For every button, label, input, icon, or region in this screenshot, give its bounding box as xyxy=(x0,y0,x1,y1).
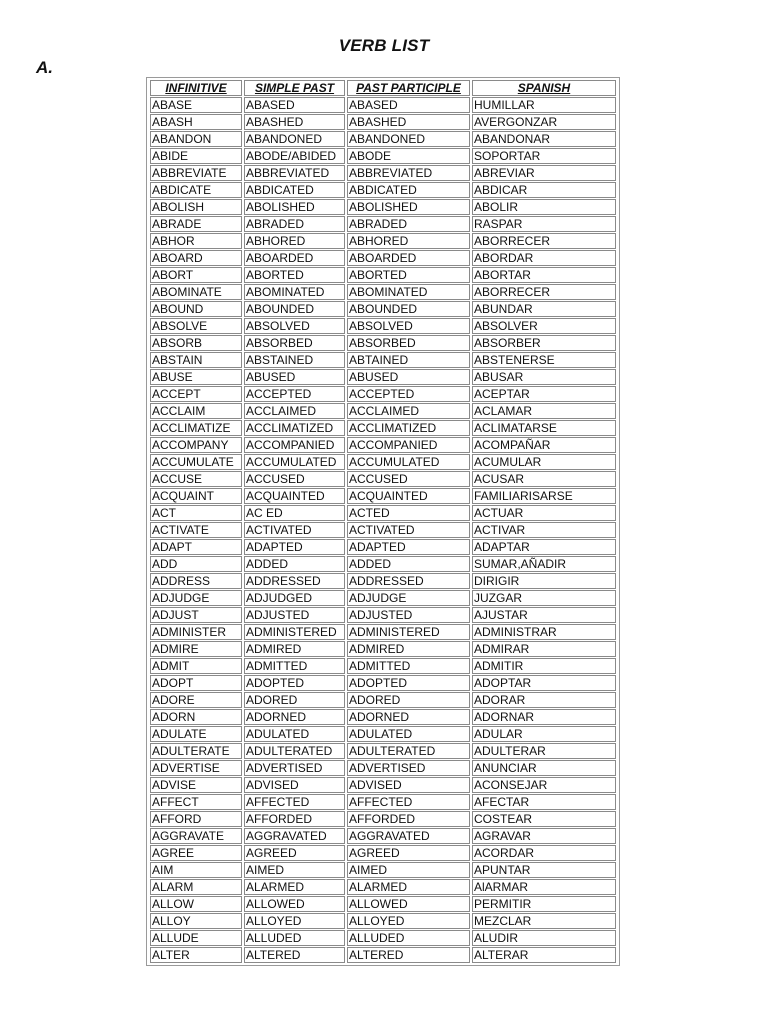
cell-infinitive: ADMINISTER xyxy=(150,624,242,640)
cell-simple-past: ABOUNDED xyxy=(244,301,345,317)
cell-infinitive: ABORT xyxy=(150,267,242,283)
cell-spanish: ACLAMAR xyxy=(472,403,616,419)
cell-past-participle: ADORNED xyxy=(347,709,470,725)
cell-spanish: ACUSAR xyxy=(472,471,616,487)
cell-past-participle: ADMITTED xyxy=(347,658,470,674)
cell-infinitive: ADOPT xyxy=(150,675,242,691)
cell-past-participle: ABSORBED xyxy=(347,335,470,351)
cell-infinitive: ADDRESS xyxy=(150,573,242,589)
cell-spanish: ACLIMATARSE xyxy=(472,420,616,436)
cell-past-participle: ADULATED xyxy=(347,726,470,742)
table-row xyxy=(150,777,616,793)
cell-infinitive: ALLOY xyxy=(150,913,242,929)
cell-simple-past: ADDED xyxy=(244,556,345,572)
cell-simple-past: ACCOMPANIED xyxy=(244,437,345,453)
cell-infinitive: ADAPT xyxy=(150,539,242,555)
cell-infinitive: ALTER xyxy=(150,947,242,963)
cell-spanish: ADMINISTRAR xyxy=(472,624,616,640)
cell-spanish: ABREVIAR xyxy=(472,165,616,181)
cell-past-participle: ADVISED xyxy=(347,777,470,793)
cell-infinitive: ABUSE xyxy=(150,369,242,385)
cell-past-participle: ACCOMPANIED xyxy=(347,437,470,453)
cell-spanish: ABSORBER xyxy=(472,335,616,351)
table-row xyxy=(150,522,616,538)
cell-infinitive: ABOUND xyxy=(150,301,242,317)
cell-simple-past: ACQUAINTED xyxy=(244,488,345,504)
cell-spanish: ABORDAR xyxy=(472,250,616,266)
cell-simple-past: ACCUMULATED xyxy=(244,454,345,470)
table-row xyxy=(150,403,616,419)
table-row xyxy=(150,505,616,521)
cell-spanish: ABORTAR xyxy=(472,267,616,283)
cell-past-participle: ADJUDGE xyxy=(347,590,470,606)
table-row xyxy=(150,471,616,487)
cell-infinitive: ACCUMULATE xyxy=(150,454,242,470)
cell-simple-past: ALTERED xyxy=(244,947,345,963)
table-body xyxy=(150,97,616,963)
cell-spanish: DIRIGIR xyxy=(472,573,616,589)
cell-spanish: ACORDAR xyxy=(472,845,616,861)
cell-simple-past: ABOMINATED xyxy=(244,284,345,300)
cell-spanish: ABSTENERSE xyxy=(472,352,616,368)
cell-simple-past: ACCUSED xyxy=(244,471,345,487)
cell-past-participle: ACTIVATED xyxy=(347,522,470,538)
header-spanish: SPANISH xyxy=(472,80,616,96)
cell-simple-past: ADJUDGED xyxy=(244,590,345,606)
cell-past-participle: ABSOLVED xyxy=(347,318,470,334)
cell-spanish: SUMAR,AÑADIR xyxy=(472,556,616,572)
cell-spanish: ADORAR xyxy=(472,692,616,708)
cell-past-participle: ALARMED xyxy=(347,879,470,895)
cell-simple-past: ABOLISHED xyxy=(244,199,345,215)
cell-spanish: ACEPTAR xyxy=(472,386,616,402)
table-row xyxy=(150,369,616,385)
cell-infinitive: ABSORB xyxy=(150,335,242,351)
cell-infinitive: ADJUDGE xyxy=(150,590,242,606)
section-letter: A. xyxy=(36,58,53,77)
table-row xyxy=(150,930,616,946)
cell-past-participle: ABRADED xyxy=(347,216,470,232)
cell-past-participle: ABODE xyxy=(347,148,470,164)
cell-infinitive: ABRADE xyxy=(150,216,242,232)
table-row xyxy=(150,743,616,759)
table-row xyxy=(150,862,616,878)
cell-past-participle: ABORTED xyxy=(347,267,470,283)
cell-past-participle: ABASED xyxy=(347,97,470,113)
cell-past-participle: ABOLISHED xyxy=(347,199,470,215)
cell-past-participle: ADMINISTERED xyxy=(347,624,470,640)
cell-simple-past: ADVISED xyxy=(244,777,345,793)
cell-past-participle: ALLOYED xyxy=(347,913,470,929)
cell-simple-past: AIMED xyxy=(244,862,345,878)
cell-infinitive: ABASH xyxy=(150,114,242,130)
cell-infinitive: ACCEPT xyxy=(150,386,242,402)
cell-spanish: ADMITIR xyxy=(472,658,616,674)
cell-infinitive: ABIDE xyxy=(150,148,242,164)
cell-past-participle: ACCEPTED xyxy=(347,386,470,402)
cell-spanish: ACOMPAÑAR xyxy=(472,437,616,453)
cell-infinitive: ADORN xyxy=(150,709,242,725)
cell-past-participle: ABOARDED xyxy=(347,250,470,266)
table-row xyxy=(150,573,616,589)
cell-simple-past: ADULATED xyxy=(244,726,345,742)
cell-spanish: SOPORTAR xyxy=(472,148,616,164)
table-row xyxy=(150,148,616,164)
cell-spanish: FAMILIARISARSE xyxy=(472,488,616,504)
cell-simple-past: ABSTAINED xyxy=(244,352,345,368)
cell-spanish: RASPAR xyxy=(472,216,616,232)
cell-past-participle: ABBREVIATED xyxy=(347,165,470,181)
cell-spanish: AlARMAR xyxy=(472,879,616,895)
table-row xyxy=(150,675,616,691)
cell-infinitive: ACT xyxy=(150,505,242,521)
cell-spanish: ABSOLVER xyxy=(472,318,616,334)
cell-simple-past: ABDICATED xyxy=(244,182,345,198)
cell-simple-past: ADOPTED xyxy=(244,675,345,691)
cell-infinitive: ABDICATE xyxy=(150,182,242,198)
cell-simple-past: ALLUDED xyxy=(244,930,345,946)
cell-infinitive: ADORE xyxy=(150,692,242,708)
cell-spanish: ABDICAR xyxy=(472,182,616,198)
cell-past-participle: ABASHED xyxy=(347,114,470,130)
table-header-row xyxy=(150,80,616,96)
cell-spanish: ADORNAR xyxy=(472,709,616,725)
cell-spanish: ADOPTAR xyxy=(472,675,616,691)
cell-spanish: PERMITIR xyxy=(472,896,616,912)
table-row xyxy=(150,165,616,181)
cell-spanish: ACTUAR xyxy=(472,505,616,521)
cell-infinitive: ALLOW xyxy=(150,896,242,912)
cell-spanish: MEZCLAR xyxy=(472,913,616,929)
cell-simple-past: ADORED xyxy=(244,692,345,708)
table-row xyxy=(150,199,616,215)
cell-simple-past: AC ED xyxy=(244,505,345,521)
cell-infinitive: ABOMINATE xyxy=(150,284,242,300)
table-row xyxy=(150,420,616,436)
table-row xyxy=(150,131,616,147)
cell-spanish: ADMIRAR xyxy=(472,641,616,657)
cell-infinitive: ADMIT xyxy=(150,658,242,674)
table-row xyxy=(150,114,616,130)
header-simple-past: SIMPLE PAST xyxy=(244,80,345,96)
cell-past-participle: ADOPTED xyxy=(347,675,470,691)
cell-infinitive: ADULTERATE xyxy=(150,743,242,759)
cell-infinitive: ADD xyxy=(150,556,242,572)
cell-spanish: ACONSEJAR xyxy=(472,777,616,793)
cell-infinitive: ABHOR xyxy=(150,233,242,249)
cell-infinitive: ABBREVIATE xyxy=(150,165,242,181)
table-row xyxy=(150,828,616,844)
table-row xyxy=(150,284,616,300)
cell-spanish: APUNTAR xyxy=(472,862,616,878)
cell-simple-past: ABANDONED xyxy=(244,131,345,147)
cell-simple-past: AGGRAVATED xyxy=(244,828,345,844)
cell-infinitive: ALLUDE xyxy=(150,930,242,946)
cell-spanish: AFECTAR xyxy=(472,794,616,810)
cell-simple-past: ADAPTED xyxy=(244,539,345,555)
cell-simple-past: ADDRESSED xyxy=(244,573,345,589)
cell-past-participle: ACCLAIMED xyxy=(347,403,470,419)
cell-past-participle: ABTAINED xyxy=(347,352,470,368)
cell-past-participle: ADJUSTED xyxy=(347,607,470,623)
cell-past-participle: ALTERED xyxy=(347,947,470,963)
table-row xyxy=(150,216,616,232)
table-row xyxy=(150,709,616,725)
cell-past-participle: ADDED xyxy=(347,556,470,572)
cell-infinitive: ACCOMPANY xyxy=(150,437,242,453)
cell-spanish: COSTEAR xyxy=(472,811,616,827)
cell-spanish: ACUMULAR xyxy=(472,454,616,470)
cell-past-participle: ALLUDED xyxy=(347,930,470,946)
cell-past-participle: ACCLIMATIZED xyxy=(347,420,470,436)
cell-past-participle: ABOUNDED xyxy=(347,301,470,317)
cell-infinitive: ABANDON xyxy=(150,131,242,147)
table-row xyxy=(150,539,616,555)
cell-infinitive: ACCLAIM xyxy=(150,403,242,419)
header-past-participle: PAST PARTICIPLE xyxy=(347,80,470,96)
cell-infinitive: AFFORD xyxy=(150,811,242,827)
cell-past-participle: ADAPTED xyxy=(347,539,470,555)
cell-simple-past: ALARMED xyxy=(244,879,345,895)
cell-simple-past: ABHORED xyxy=(244,233,345,249)
cell-simple-past: ACCEPTED xyxy=(244,386,345,402)
cell-spanish: ABOLIR xyxy=(472,199,616,215)
cell-spanish: ABORRECER xyxy=(472,233,616,249)
cell-simple-past: ACTIVATED xyxy=(244,522,345,538)
cell-infinitive: ACTIVATE xyxy=(150,522,242,538)
cell-past-participle: AFFECTED xyxy=(347,794,470,810)
cell-spanish: ABANDONAR xyxy=(472,131,616,147)
cell-past-participle: ABDICATED xyxy=(347,182,470,198)
cell-infinitive: ABSOLVE xyxy=(150,318,242,334)
cell-past-participle: AFFORDED xyxy=(347,811,470,827)
cell-simple-past: ABUSED xyxy=(244,369,345,385)
cell-simple-past: ADJUSTED xyxy=(244,607,345,623)
table-row xyxy=(150,607,616,623)
cell-spanish: ALTERAR xyxy=(472,947,616,963)
table-row xyxy=(150,301,616,317)
table-row xyxy=(150,658,616,674)
table-row xyxy=(150,318,616,334)
cell-infinitive: ADVISE xyxy=(150,777,242,793)
cell-spanish: HUMILLAR xyxy=(472,97,616,113)
cell-past-participle: AGREED xyxy=(347,845,470,861)
cell-past-participle: ADVERTISED xyxy=(347,760,470,776)
table-row xyxy=(150,760,616,776)
header-infinitive: INFINITIVE xyxy=(150,80,242,96)
cell-simple-past: ABOARDED xyxy=(244,250,345,266)
cell-simple-past: AFFORDED xyxy=(244,811,345,827)
cell-simple-past: ABSOLVED xyxy=(244,318,345,334)
verb-table-container xyxy=(146,77,620,966)
table-row xyxy=(150,726,616,742)
cell-simple-past: ALLOWED xyxy=(244,896,345,912)
cell-simple-past: ABBREVIATED xyxy=(244,165,345,181)
cell-simple-past: ADMINISTERED xyxy=(244,624,345,640)
cell-past-participle: ACCUSED xyxy=(347,471,470,487)
table-row xyxy=(150,811,616,827)
table-row xyxy=(150,182,616,198)
table-row xyxy=(150,879,616,895)
cell-simple-past: AGREED xyxy=(244,845,345,861)
cell-infinitive: AGGRAVATE xyxy=(150,828,242,844)
cell-simple-past: ABORTED xyxy=(244,267,345,283)
cell-spanish: AJUSTAR xyxy=(472,607,616,623)
table-row xyxy=(150,624,616,640)
cell-infinitive: ADULATE xyxy=(150,726,242,742)
table-row xyxy=(150,250,616,266)
cell-simple-past: ADORNED xyxy=(244,709,345,725)
cell-spanish: ABUNDAR xyxy=(472,301,616,317)
cell-simple-past: ADULTERATED xyxy=(244,743,345,759)
cell-past-participle: ABANDONED xyxy=(347,131,470,147)
cell-spanish: ANUNCIAR xyxy=(472,760,616,776)
cell-past-participle: ACTED xyxy=(347,505,470,521)
cell-simple-past: ABSORBED xyxy=(244,335,345,351)
table-row xyxy=(150,335,616,351)
table-row xyxy=(150,641,616,657)
cell-spanish: ABUSAR xyxy=(472,369,616,385)
cell-past-participle: ACQUAINTED xyxy=(347,488,470,504)
cell-simple-past: ALLOYED xyxy=(244,913,345,929)
table-row xyxy=(150,556,616,572)
cell-spanish: ADAPTAR xyxy=(472,539,616,555)
table-row xyxy=(150,794,616,810)
cell-simple-past: ABASHED xyxy=(244,114,345,130)
cell-past-participle: ABUSED xyxy=(347,369,470,385)
cell-past-participle: ADMIRED xyxy=(347,641,470,657)
cell-simple-past: ABRADED xyxy=(244,216,345,232)
table-row xyxy=(150,845,616,861)
verb-table xyxy=(148,79,618,964)
cell-spanish: JUZGAR xyxy=(472,590,616,606)
cell-simple-past: ADMIRED xyxy=(244,641,345,657)
table-row xyxy=(150,913,616,929)
cell-infinitive: ACCLIMATIZE xyxy=(150,420,242,436)
cell-infinitive: ADVERTISE xyxy=(150,760,242,776)
cell-infinitive: AGREE xyxy=(150,845,242,861)
cell-simple-past: ABODE/ABIDED xyxy=(244,148,345,164)
cell-spanish: ACTIVAR xyxy=(472,522,616,538)
table-row xyxy=(150,267,616,283)
cell-past-participle: AIMED xyxy=(347,862,470,878)
cell-infinitive: ACCUSE xyxy=(150,471,242,487)
table-row xyxy=(150,386,616,402)
cell-past-participle: ALLOWED xyxy=(347,896,470,912)
cell-infinitive: ACQUAINT xyxy=(150,488,242,504)
cell-spanish: AVERGONZAR xyxy=(472,114,616,130)
cell-simple-past: ACCLIMATIZED xyxy=(244,420,345,436)
cell-spanish: ALUDIR xyxy=(472,930,616,946)
table-row xyxy=(150,896,616,912)
cell-simple-past: AFFECTED xyxy=(244,794,345,810)
cell-simple-past: ABASED xyxy=(244,97,345,113)
cell-infinitive: ABSTAIN xyxy=(150,352,242,368)
table-row xyxy=(150,352,616,368)
cell-infinitive: ABOLISH xyxy=(150,199,242,215)
table-row xyxy=(150,692,616,708)
cell-infinitive: ABASE xyxy=(150,97,242,113)
page-title: VERB LIST xyxy=(338,36,430,55)
cell-past-participle: ABOMINATED xyxy=(347,284,470,300)
cell-infinitive: ADMIRE xyxy=(150,641,242,657)
cell-spanish: ABORRECER xyxy=(472,284,616,300)
table-row xyxy=(150,454,616,470)
cell-simple-past: ADVERTISED xyxy=(244,760,345,776)
cell-infinitive: AIM xyxy=(150,862,242,878)
table-row xyxy=(150,590,616,606)
cell-spanish: ADULAR xyxy=(472,726,616,742)
cell-simple-past: ADMITTED xyxy=(244,658,345,674)
cell-past-participle: ABHORED xyxy=(347,233,470,249)
table-row xyxy=(150,233,616,249)
cell-past-participle: ADULTERATED xyxy=(347,743,470,759)
table-row xyxy=(150,437,616,453)
cell-infinitive: ALARM xyxy=(150,879,242,895)
table-row xyxy=(150,97,616,113)
cell-spanish: AGRAVAR xyxy=(472,828,616,844)
cell-past-participle: ADDRESSED xyxy=(347,573,470,589)
cell-past-participle: AGGRAVATED xyxy=(347,828,470,844)
cell-spanish: ADULTERAR xyxy=(472,743,616,759)
table-row xyxy=(150,488,616,504)
cell-infinitive: ADJUST xyxy=(150,607,242,623)
table-row xyxy=(150,947,616,963)
cell-infinitive: AFFECT xyxy=(150,794,242,810)
cell-infinitive: ABOARD xyxy=(150,250,242,266)
cell-past-participle: ADORED xyxy=(347,692,470,708)
cell-past-participle: ACCUMULATED xyxy=(347,454,470,470)
cell-simple-past: ACCLAIMED xyxy=(244,403,345,419)
